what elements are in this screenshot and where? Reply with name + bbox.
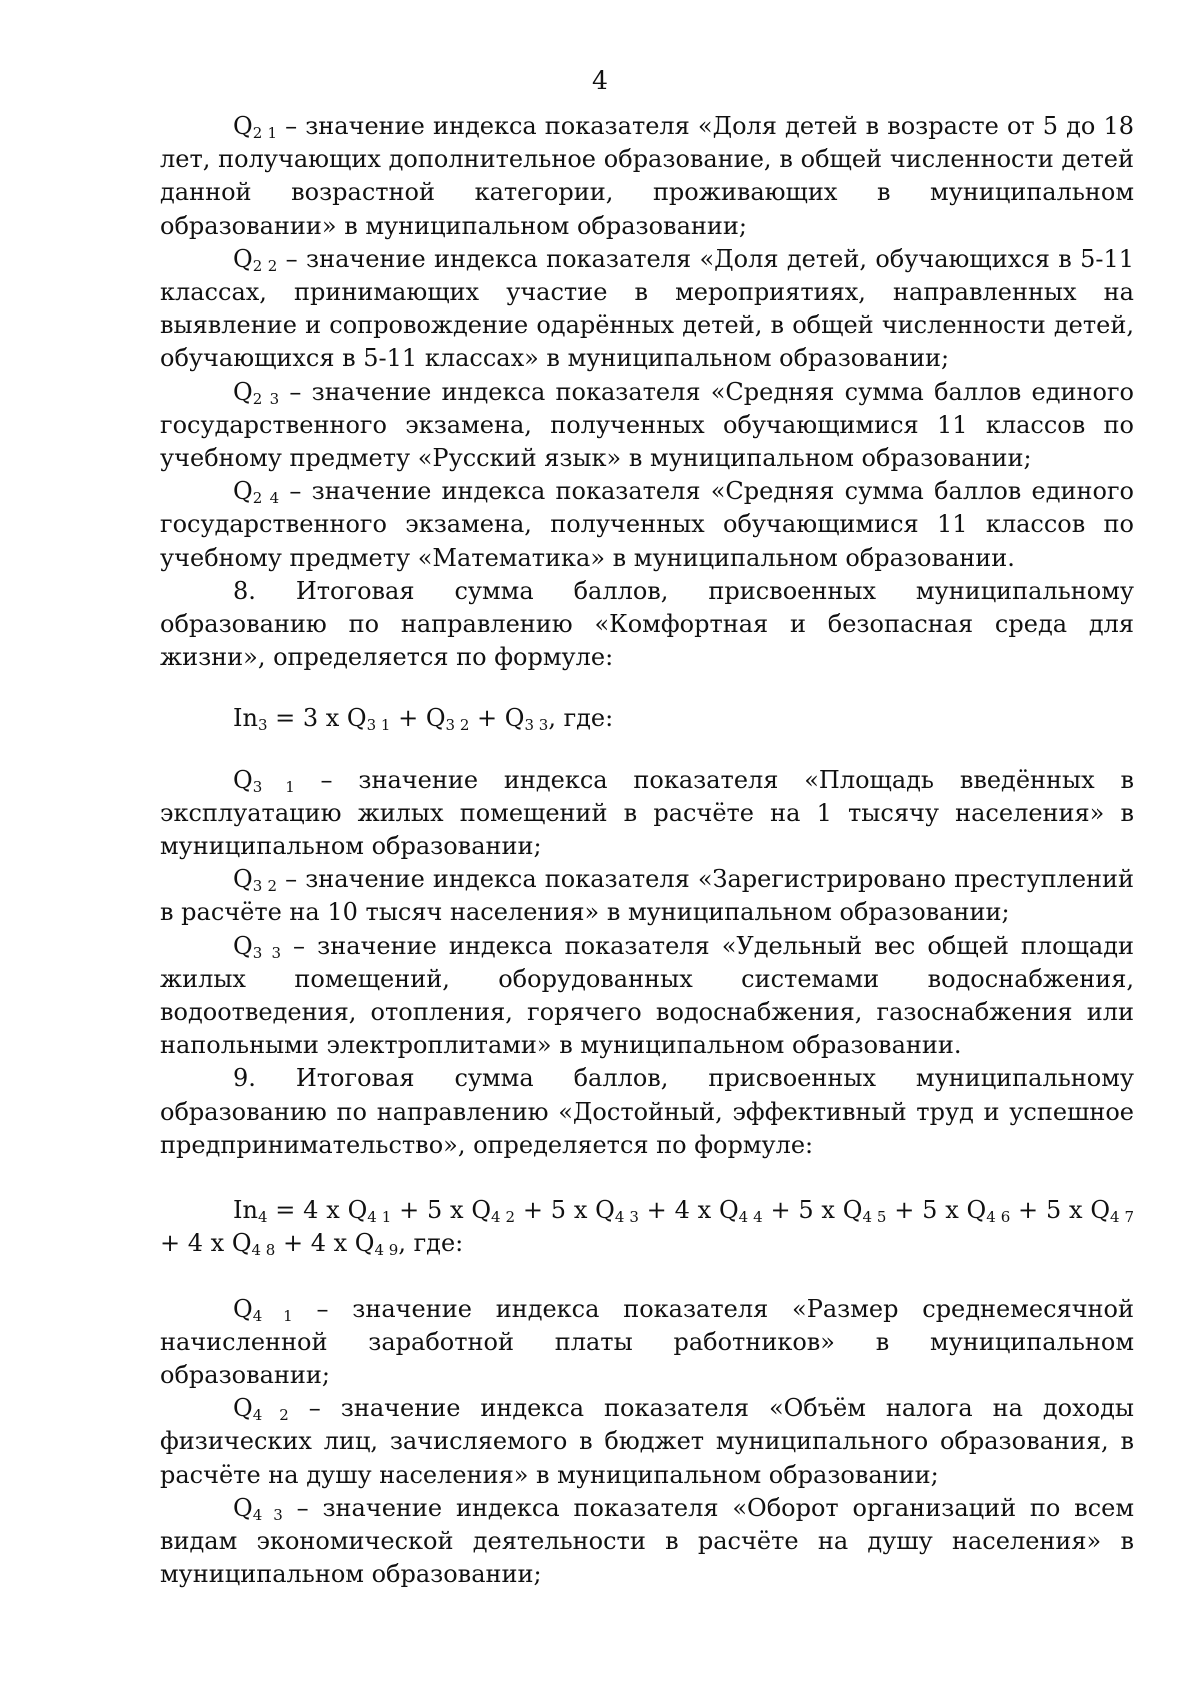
page-number: 4 bbox=[592, 66, 608, 95]
section-9-paragraph: 9. Итоговая сумма баллов, присвоенных муниципальному образованию по направлению «Достойный, эффективный труд и успешное предпринимательство», определяется по формуле: bbox=[160, 1064, 1134, 1159]
definition-q42: $Q_{4 2}$ – значение индекса показателя «Объём налога на доходы физических лиц, зачисляемого в бюджет муниципального образования, в расчёте на душу населения» в муниципальном образовании; bbox=[160, 1394, 1134, 1489]
definition-q32: $Q_{3 2}$ – значение индекса показателя «Зарегистрировано преступлений в расчёте на 10 тысяч населения» в муниципальном образовании; bbox=[160, 865, 1135, 927]
definition-q33: $Q_{3 3}$ – значение индекса показателя «Удельный вес общей площади жилых помещений, оборудованных системами водоснабжения, водоотведения, отопления, горячего водоснабжения, газоснабжения или напольными электроплитами» в муниципальном образовании. bbox=[160, 931, 1134, 1060]
document-body bbox=[160, 110, 1134, 1591]
definition-q31: $Q_{3 1}$ – значение индекса показателя «Площадь введённых в эксплуатацию жилых помещений в расчёте на 1 тысячу населения» в муниципальном образовании; bbox=[160, 765, 1134, 861]
definition-q23: $Q_{2 3}$ – значение индекса показателя «Средняя сумма баллов единого государственного экзамена, полученных обучающимися 11 классов по учебному предмету «Русский язык» в муниципальном образовании; bbox=[160, 377, 1134, 473]
definition-q24: $Q_{2 4}$ – значение индекса показателя «Средняя сумма баллов единого государственного экзамена, полученных обучающимися 11 классов по учебному предмету «Математика» в муниципальном образовании. bbox=[160, 477, 1134, 572]
formula-in4: $In_4 = 4$ x $Q_{4 1} + 5$ x $Q_{4 2} + 5$ x $Q_{4 3} + 4$ x $Q_{4 4} + 5$ x $Q_{4 5} + 5$ x $Q_{4 6} + 5$ x $Q_{4 7} + 4$ x $Q_{4 8} + 4$ x $Q_{4 9}$, где: bbox=[160, 1196, 1135, 1260]
definition-q41: $Q_{4 1}$ – значение индекса показателя «Размер среднемесячной начисленной заработной платы работников» в муниципальном образовании; bbox=[160, 1294, 1135, 1389]
formula-in3: $In_3 = 3$ x $Q_{3 1} + Q_{3 2} + Q_{3 3}$, где: bbox=[233, 704, 614, 735]
definition-q21: $Q_{2 1}$ – значение индекса показателя «Доля детей в возрасте от 5 до 18 лет, получающих дополнительное образование, в общей численности детей данной возрастной категории, проживающих в муниципальном образовании» в муниципальном образовании; bbox=[160, 112, 1134, 240]
definition-q43: $Q_{4 3}$ – значение индекса показателя «Оборот организаций по всем видам экономической деятельности в расчёте на душу населения» в муниципальном образовании; bbox=[160, 1493, 1135, 1589]
definition-q22: $Q_{2 2}$ – значение индекса показателя «Доля детей, обучающихся в 5-11 классах, принимающих участие в мероприятиях, направленных на выявление и сопровождение одарённых детей, в общей численности детей, обучающихся в 5-11 классах» в муниципальном образовании; bbox=[160, 244, 1135, 373]
section-8-paragraph: 8. Итоговая сумма баллов, присвоенных муниципальному образованию по направлению «Комфортная и безопасная среда для жизни», определяется по формуле: bbox=[160, 576, 1134, 672]
